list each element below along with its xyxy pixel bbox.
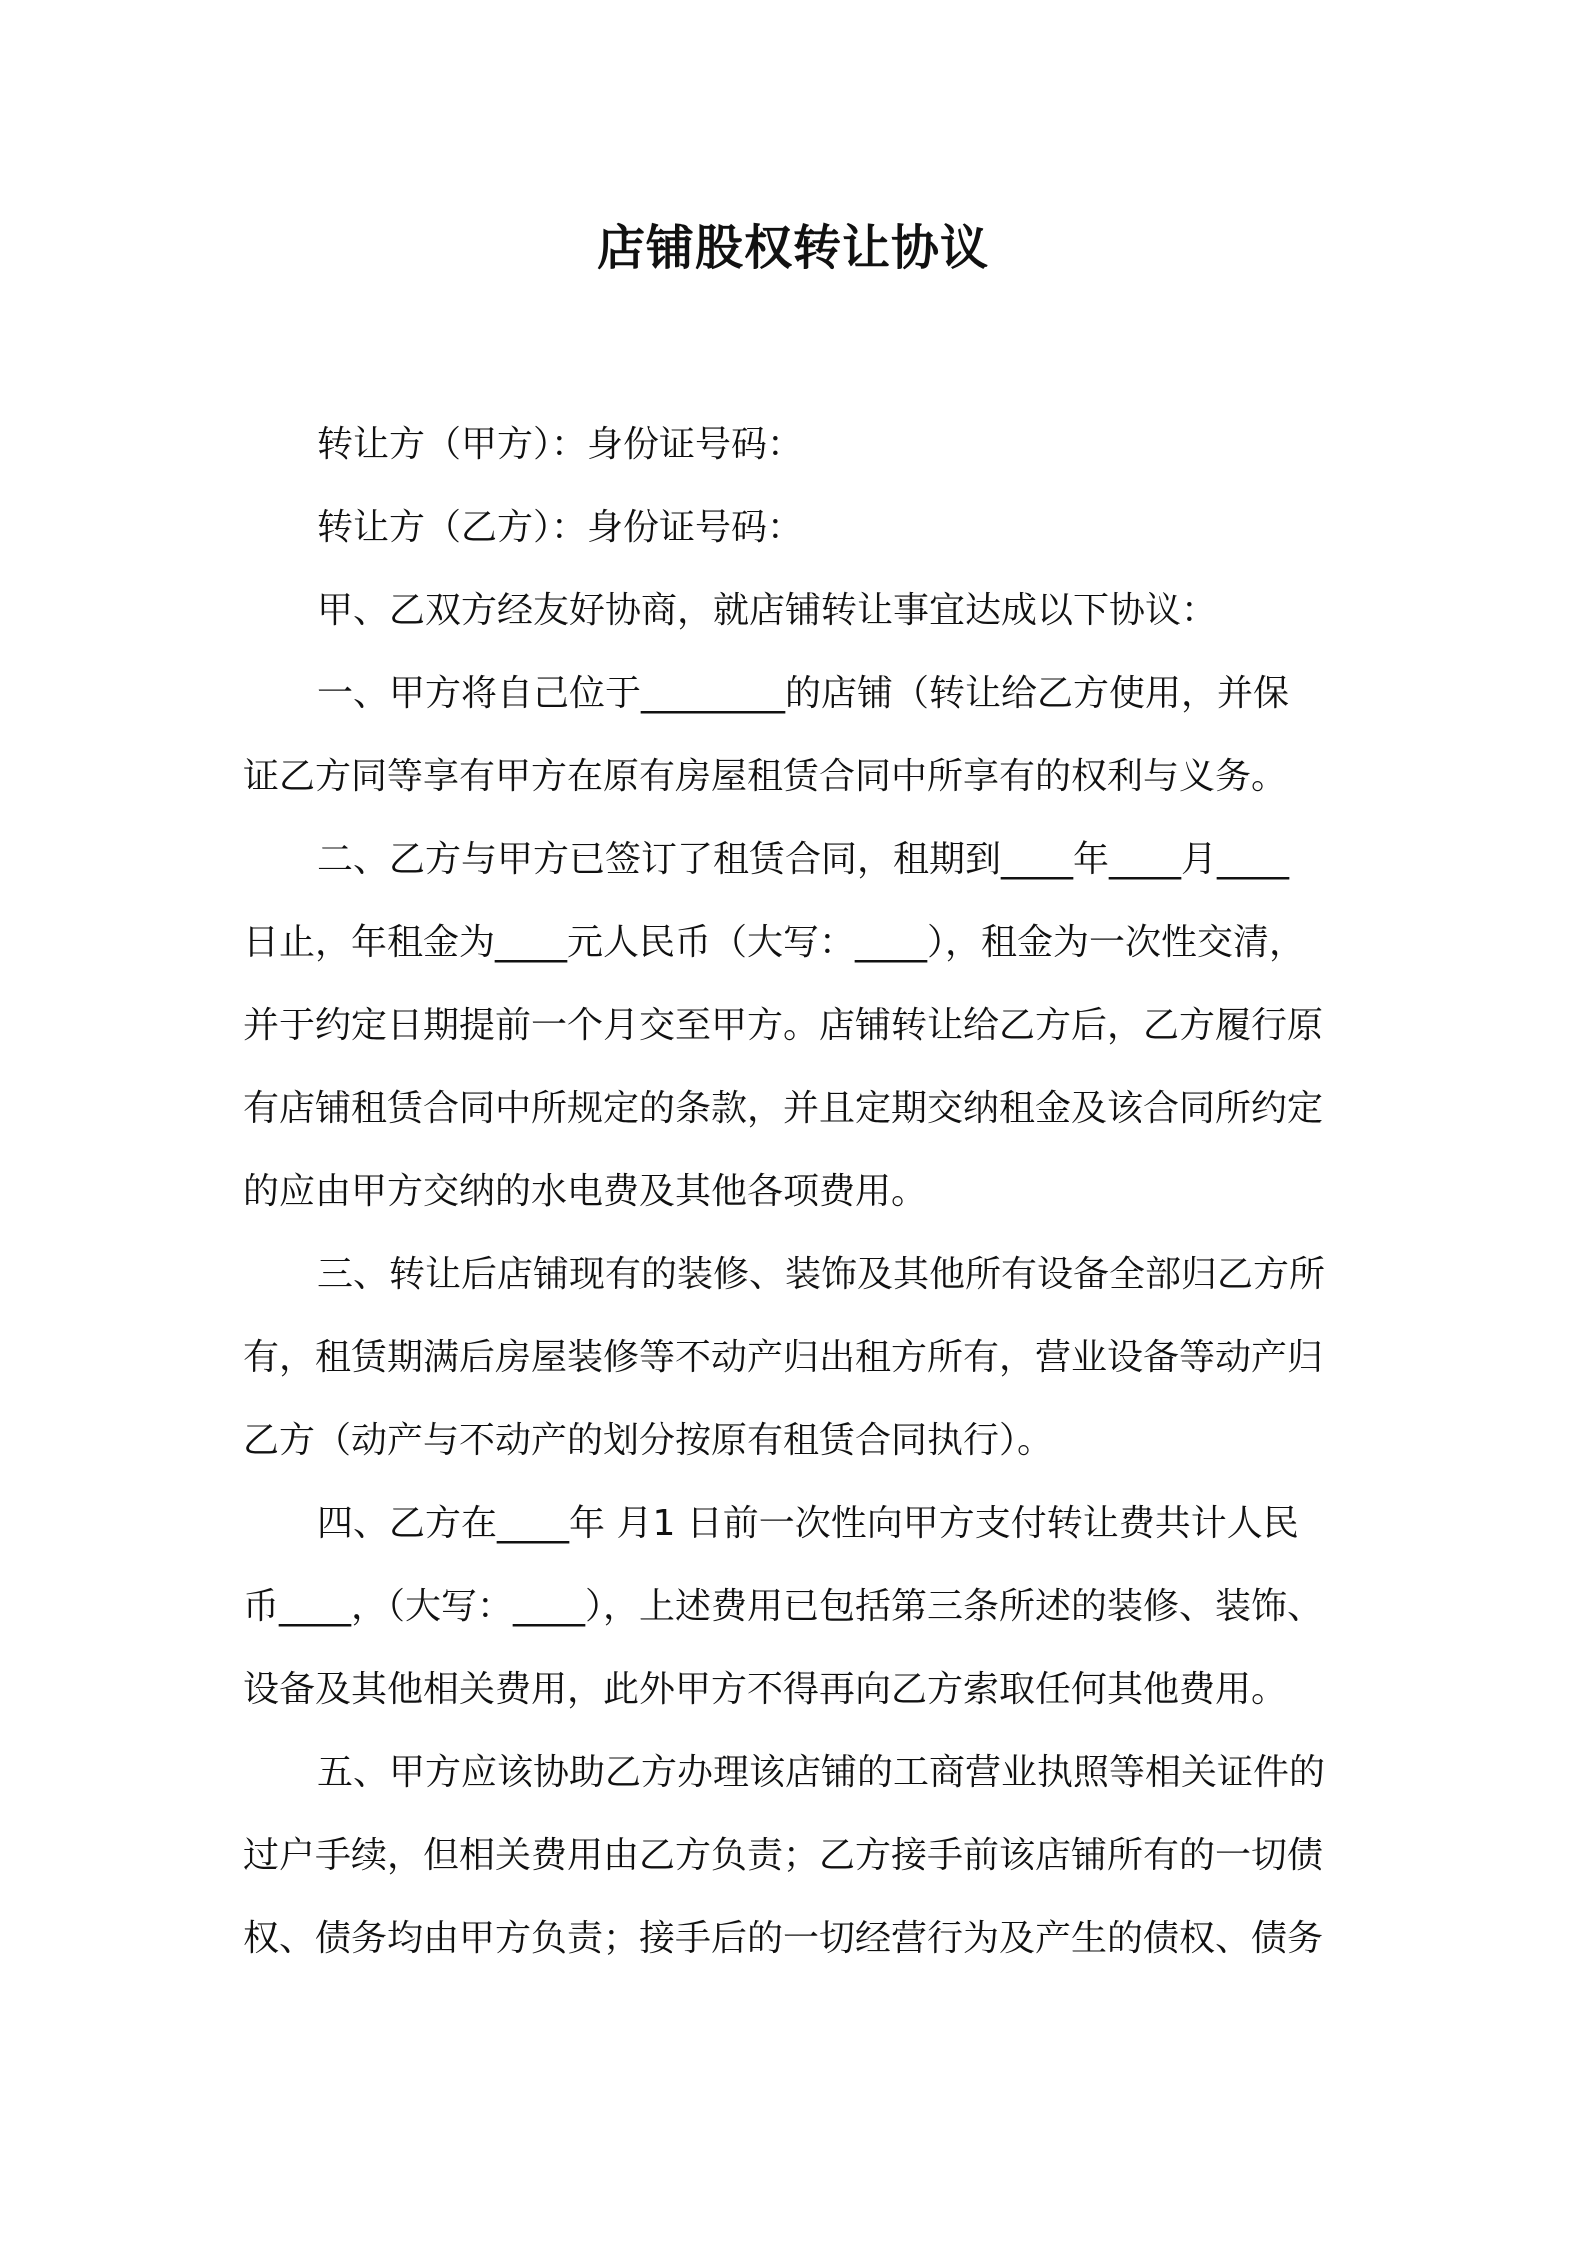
- text-line: 四、乙方在____年 月1 日前一次性向甲方支付转让费共计人民: [317, 1503, 1299, 1544]
- text-line: 币____，（大写：____），上述费用已包括第三条所述的装修、装饰、: [243, 1586, 1324, 1627]
- text-line: 权、债务均由甲方负责；接手后的一切经营行为及产生的债权、债务: [243, 1918, 1324, 1959]
- text-line: 二、乙方与甲方已签订了租赁合同，租期到____年____月____: [317, 839, 1290, 880]
- text-line: 五、甲方应该协助乙方办理该店铺的工商营业执照等相关证件的: [317, 1752, 1326, 1793]
- document-body: [243, 403, 1353, 1980]
- text-line: 有店铺租赁合同中所规定的条款，并且定期交纳租金及该合同所约定: [243, 1088, 1324, 1129]
- text-line: 证乙方同等享有甲方在原有房屋租赁合同中所享有的权利与义务。: [243, 756, 1288, 797]
- text-line: 过户手续，但相关费用由乙方负责；乙方接手前该店铺所有的一切债: [243, 1835, 1324, 1876]
- text-line: 日止，年租金为____元人民币（大写：____），租金为一次性交清，: [243, 922, 1306, 963]
- text-line: 转让方（乙方）：身份证号码：: [317, 507, 804, 548]
- document-title: 店铺股权转让协议: [596, 220, 989, 276]
- text-line: 三、转让后店铺现有的装修、装饰及其他所有设备全部归乙方所: [317, 1254, 1326, 1295]
- text-line: 并于约定日期提前一个月交至甲方。店铺转让给乙方后，乙方履行原: [243, 1005, 1324, 1046]
- text-line: 甲、乙双方经友好协商，就店铺转让事宜达成以下协议：: [317, 590, 1218, 631]
- text-line: 一、甲方将自己位于________的店铺（转让给乙方使用，并保: [317, 673, 1290, 714]
- text-line: 乙方（动产与不动产的划分按原有租赁合同执行）。: [243, 1420, 1054, 1461]
- text-line: 转让方（甲方）：身份证号码：: [317, 424, 804, 465]
- text-line: 有，租赁期满后房屋装修等不动产归出租方所有，营业设备等动产归: [243, 1337, 1324, 1378]
- text-line: 设备及其他相关费用，此外甲方不得再向乙方索取任何其他费用。: [243, 1669, 1288, 1710]
- text-line: 的应由甲方交纳的水电费及其他各项费用。: [243, 1171, 928, 1212]
